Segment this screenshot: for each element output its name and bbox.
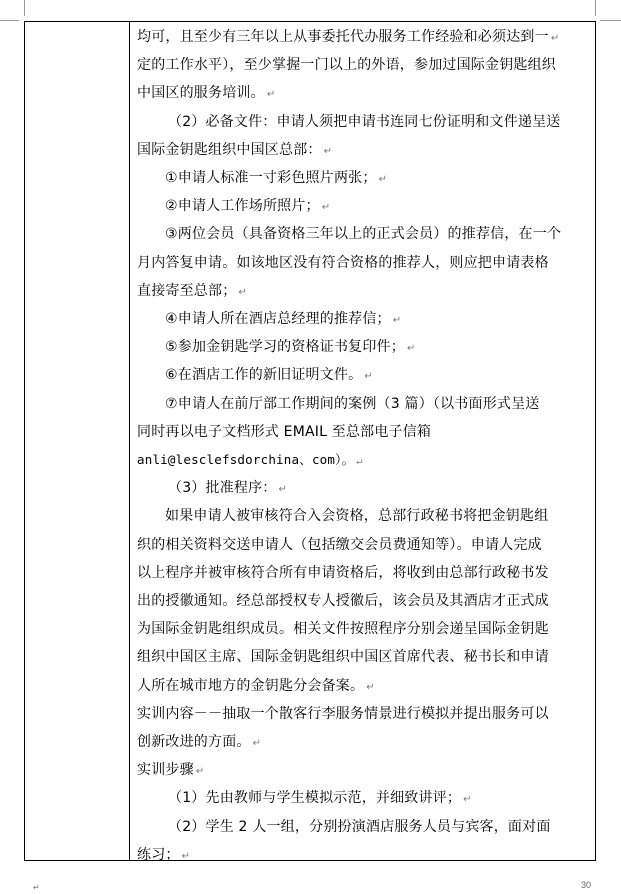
text-line: 创新改进的方面。 ↵ [137, 734, 262, 750]
text-line: 实训内容－－抽取一个散客行李服务情景进行模拟并提出服务可以 [137, 705, 549, 722]
text-line: ③两位会员（具备资格三年以上的正式会员）的推荐信，在一个 [165, 226, 562, 243]
crop-mark-top-left [24, 0, 25, 16]
text-line: 均可，且至少有三年以上从事委托代办服务工作经验和必须达到一 ↵ [137, 29, 560, 45]
text-line: 练习； ↵ [137, 846, 191, 863]
text-line: anli@lesclefsdorchina、com）。 ↵ [137, 452, 363, 467]
text-line: 组织中国区主席、国际金钥匙组织中国区首席代表、秘书长和申请 [137, 649, 549, 666]
text-line: ⑥在酒店工作的新旧证明文件。 ↵ [165, 367, 373, 384]
text-line: 实训步骤 ↵ [137, 762, 205, 779]
text-line: 以上程序并被审核符合所有申请资格后，将收到由总部行政秘书发 [137, 564, 549, 581]
corner-paragraph-mark: ↵ [33, 883, 40, 892]
text-line: 月内答复申请。如该地区没有符合资格的推荐人，则应把申请表格 [137, 254, 549, 271]
text-line: 人所在城市地方的金钥匙分会备案。 ↵ [137, 677, 375, 694]
text-line: 定的工作水平），至少掌握一门以上的外语，参加过国际金钥匙组织 [137, 57, 556, 74]
text-line: ⑦申请人在前厅部工作期间的案例（3 篇）（以书面形式呈送 [165, 395, 540, 412]
text-line: 织的相关资料交送申请人（包括缴交会员费通知等）。申请人完成 [137, 536, 542, 553]
text-line: ⑤参加金钥匙学习的资格证书复印件； ↵ [165, 339, 416, 356]
text-line: （1）先由教师与学生模拟示范，并细致讲评； ↵ [168, 790, 472, 807]
text-line: （2）必备文件：申请人须把申请书连同七份证明和文件递呈送 [168, 113, 561, 130]
page-number: 30 [580, 880, 591, 890]
text-line: 如果申请人被审核符合入会资格，总部行政秘书将把金钥匙组 [165, 508, 549, 525]
text-line: ②申请人工作场所照片； ↵ [165, 198, 331, 215]
crop-mark-top-right-h [600, 20, 621, 21]
text-line: ①申请人标准一寸彩色照片两张； ↵ [165, 170, 388, 186]
table-left-column [25, 22, 130, 860]
text-line: ④申请人所在酒店总经理的推荐信； ↵ [165, 311, 402, 327]
text-line: （2）学生 2 人一组，分别扮演酒店服务人员与宾客，面对面 [168, 818, 551, 835]
text-line: 国际金钥匙组织中国区总部： ↵ [137, 141, 333, 158]
crop-mark-top-left-h [0, 20, 19, 21]
text-line: 为国际金钥匙组织成员。相关文件按照程序分别会递呈国际金钥匙 [137, 621, 549, 638]
text-line: 同时再以电子文档形式 EMAIL 至总部电子信箱 [137, 423, 432, 440]
text-line: 直接寄至总部； ↵ [137, 282, 247, 299]
text-line: （3）批准程序： ↵ [168, 480, 288, 497]
text-line: 中国区的服务培训。 ↵ [137, 85, 276, 102]
document-table [24, 21, 596, 861]
crop-mark-top-right [595, 0, 596, 16]
text-line: 出的授徽通知。经总部授权专人授徽后，该会员及其酒店才正式成 [137, 593, 549, 609]
